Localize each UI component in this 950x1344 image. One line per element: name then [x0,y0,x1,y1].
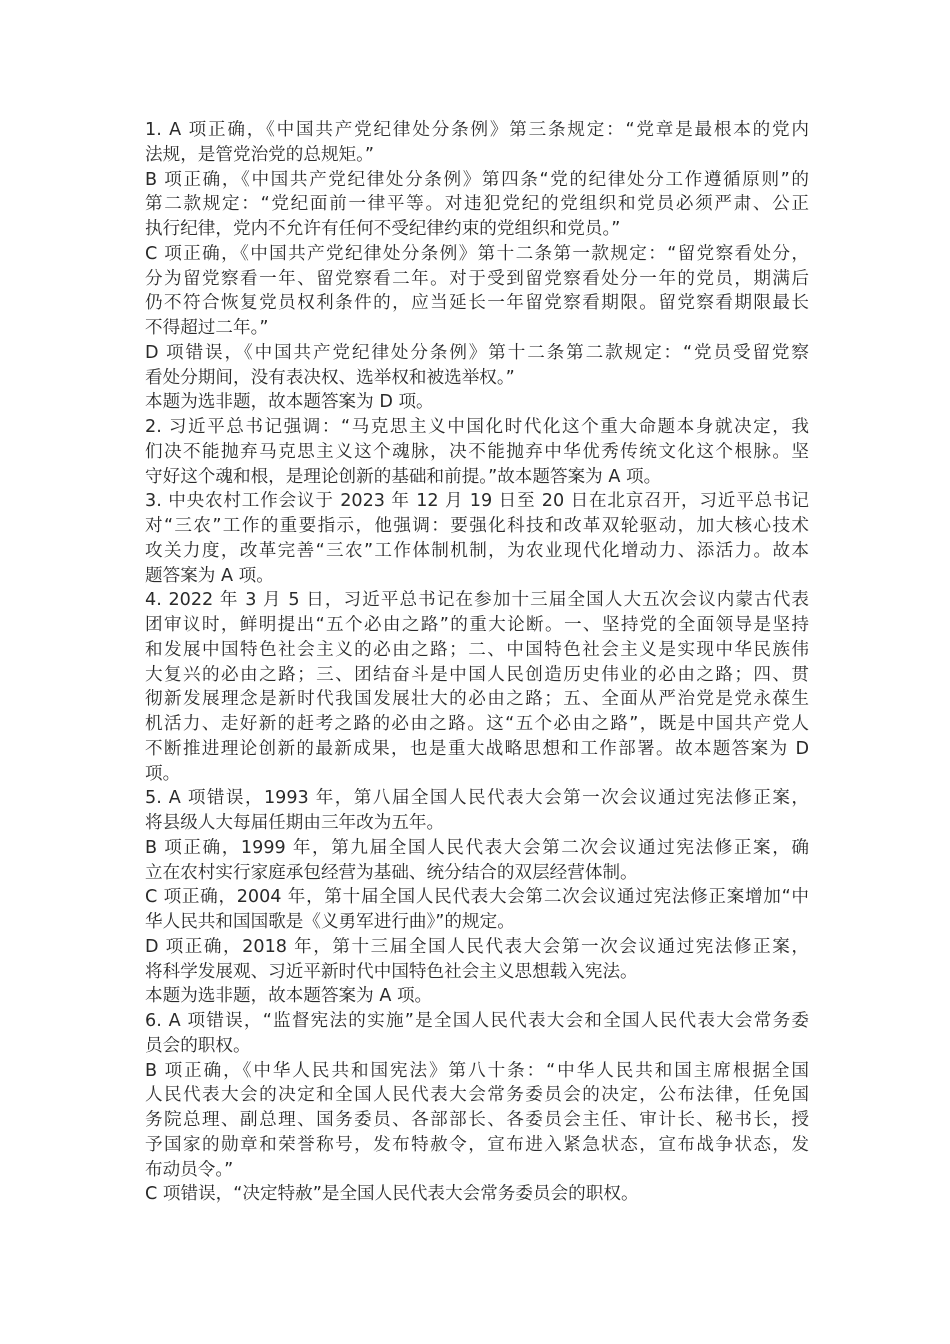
paragraph [145,242,809,341]
paragraph [145,168,809,242]
text-line: 华人民共和国国歌是《义勇军进行曲》”的规定。 [145,912,515,932]
text-line: 2. 习近平总书记强调：“马克思主义中国化时代化这个重大命题本身就决定，我 [145,417,809,437]
text-line: C 项错误，“决定特赦”是全国人民代表大会常务委员会的职权。 [145,1184,639,1205]
text-line: B 项正确，1999 年，第九届全国人民代表大会第二次会议通过宪法修正案，确 [145,837,809,858]
paragraph [145,836,809,886]
paragraph [145,415,809,489]
paragraph [145,489,809,588]
text-line: 机活力、走好新的赶考之路的必由之路。这“五个必由之路”，既是中国共产党人 [145,714,809,734]
text-line: D 项正确，2018 年，第十三届全国人民代表大会第一次会议通过宪法修正案， [145,936,809,957]
paragraph [145,118,809,168]
text-line: 不得超过二年。” [145,318,269,338]
text-line: 们决不能抛弃马克思主义这个魂脉，决不能抛弃中华优秀传统文化这个根脉。坚 [145,441,809,462]
text-line: C 项正确，《中国共产党纪律处分条例》第十二条第一款规定：“留党察看处分， [145,243,809,264]
text-line: 攻关力度，改革完善“三农”工作体制机制，为农业现代化增动力、添活力。故本 [145,540,809,561]
paragraph [145,984,809,1009]
text-line: 不断推进理论创新的最新成果，也是重大战略思想和工作部署。故本题答案为 D [145,738,809,759]
text-line: 大复兴的必由之路；三、团结奋斗是中国人民创造历史伟业的必由之路；四、贯 [145,664,809,685]
text-line: 看处分期间，没有表决权、选举权和被选举权。” [145,367,515,388]
text-line: 5. A 项错误，1993 年，第八届全国人民代表大会第一次会议通过宪法修正案， [145,788,809,809]
paragraph [145,1182,809,1207]
text-line: 将县级人大每届任期由三年改为五年。 [145,813,445,833]
text-line: 本题为选非题，故本题答案为 D 项。 [145,392,434,413]
text-line: 将科学发展观、习近平新时代中国特色社会主义思想载入宪法。 [145,961,638,982]
text-line: 第二款规定：“党纪面前一律平等。对违犯党纪的党组织和党员必须严肃、公正 [145,194,809,215]
text-line: 布动员令。” [145,1159,234,1180]
text-line: 员会的职权。 [145,1035,251,1056]
paragraph [145,885,809,935]
paragraph [145,390,809,415]
answer-explanations-document [145,118,809,1207]
text-line: 务院总理、副总理、国务委员、各部部长、各委员会主任、审计长、秘书长，授 [145,1110,809,1130]
text-line: 4. 2022 年 3 月 5 日，习近平总书记在参加十三届全国人大五次会议内蒙古代表 [145,590,809,611]
text-line: 法规，是管党治党的总规矩。” [145,144,375,165]
paragraph [145,786,809,836]
text-line: 项。 [145,763,181,784]
text-line: 分为留党察看一年、留党察看二年。对于受到留党察看处分一年的党员，期满后 [145,268,809,289]
text-line: 题答案为 A 项。 [145,565,274,586]
paragraph [145,588,809,786]
text-line: 3. 中央农村工作会议于 2023 年 12 月 19 日至 20 日在北京召开，习近平总书记 [145,491,809,512]
text-line: 立在农村实行家庭承包经营为基础、统分结合的双层经营体制。 [145,862,638,883]
paragraph [145,1059,809,1183]
text-line: B 项正确，《中国共产党纪律处分条例》第四条“党的纪律处分工作遵循原则”的 [145,169,809,190]
text-line: 彻新发展理念是新时代我国发展壮大的必由之路；五、全面从严治党是党永葆生 [145,689,809,710]
text-line: 团审议时，鲜明提出“五个必由之路”的重大论断。一、坚持党的全面领导是坚持 [145,615,809,635]
paragraph [145,1009,809,1059]
text-line: 本题为选非题，故本题答案为 A 项。 [145,986,433,1007]
text-line: 予国家的勋章和荣誉称号，发布特赦令，宣布进入紧急状态，宣布战争状态，发 [145,1134,809,1155]
text-line: 守好这个魂和根，是理论创新的基础和前提。”故本题答案为 A 项。 [145,466,662,487]
text-line: D 项错误，《中国共产党纪律处分条例》第十二条第二款规定：“党员受留党察 [145,342,809,363]
text-line: 执行纪律，党内不允许有任何不受纪律约束的党组织和党员。” [145,219,621,239]
text-line: C 项正确，2004 年，第十届全国人民代表大会第二次会议通过宪法修正案增加“中 [145,887,809,908]
text-line: 1. A 项正确，《中国共产党纪律处分条例》第三条规定：“党章是最根本的党内 [145,120,809,140]
text-line: 人民代表大会的决定和全国人民代表大会常务委员会的决定，公布法律，任免国 [145,1085,809,1106]
text-line: 对“三农”工作的重要指示，他强调：要强化科技和改革双轮驱动，加大核心技术 [145,516,809,536]
text-line: 仍不符合恢复党员权利条件的，应当延长一年留党察看期限。留党察看期限最长 [145,293,809,314]
text-line: 6. A 项错误，“监督宪法的实施”是全国人民代表大会和全国人民代表大会常务委 [145,1011,809,1031]
text-line: B 项正确，《中华人民共和国宪法》第八十条：“中华人民共和国主席根据全国 [145,1060,809,1081]
paragraph [145,341,809,391]
paragraph [145,935,809,985]
text-line: 和发展中国特色社会主义的必由之路；二、中国特色社会主义是实现中华民族伟 [145,639,809,660]
